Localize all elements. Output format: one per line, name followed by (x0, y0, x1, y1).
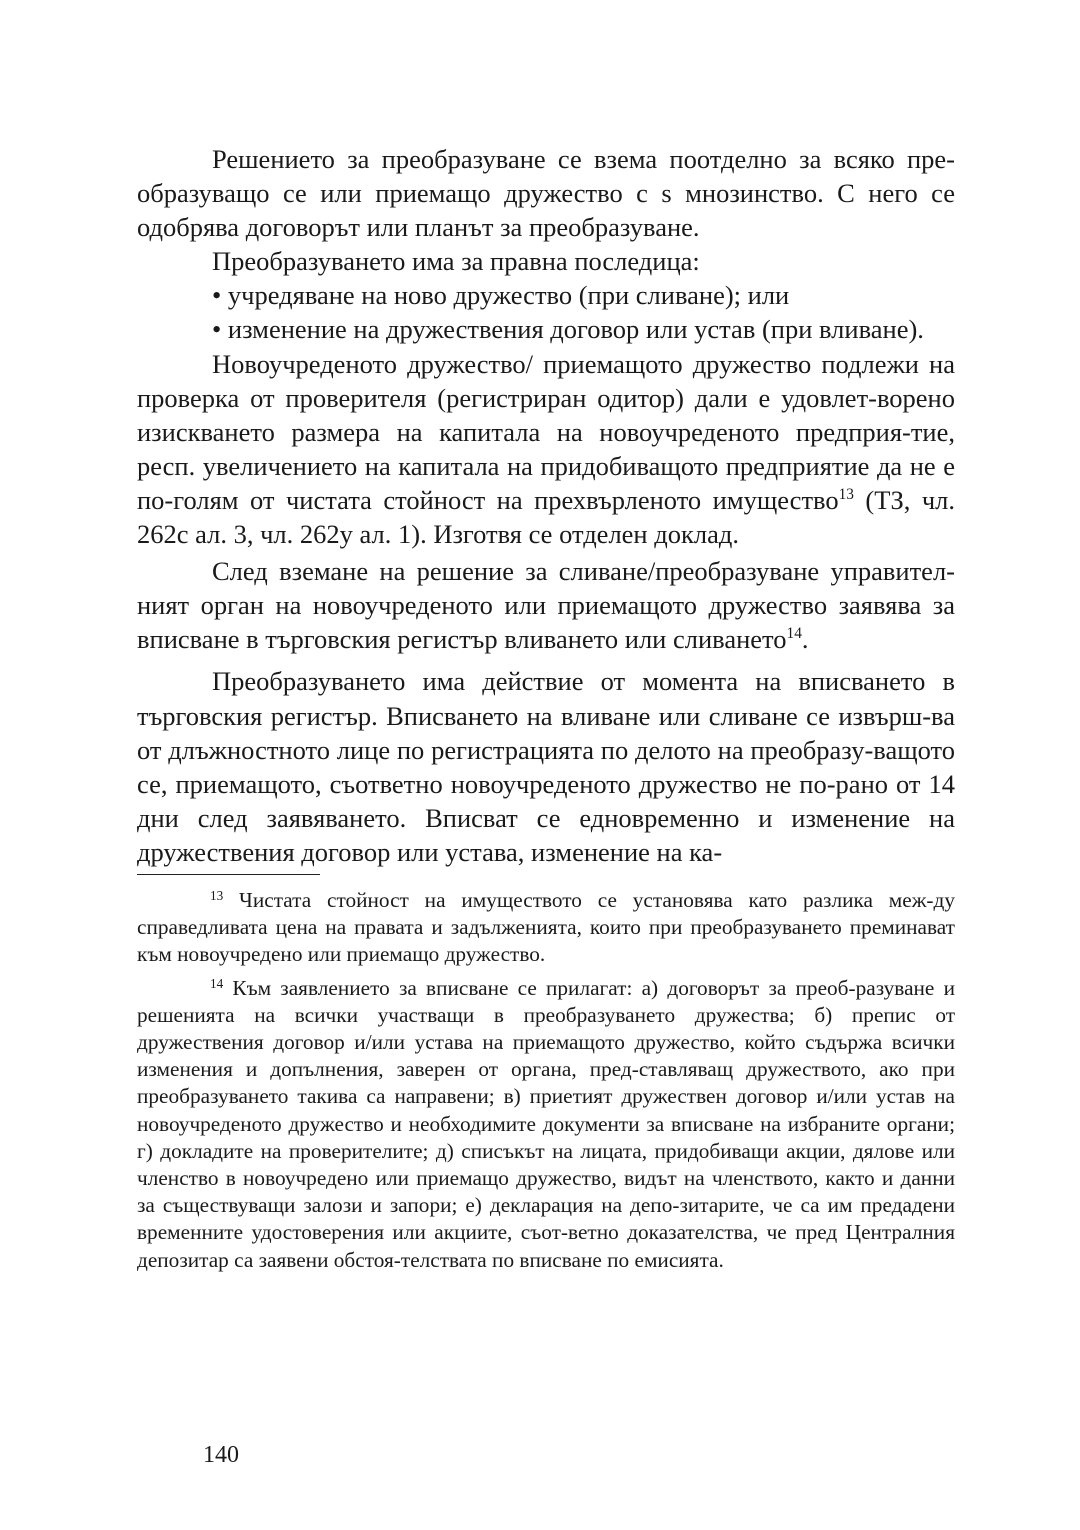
paragraph-registration-text: След вземане на решение за сливане/преобразуване управител-ният орган на новоучреденото или приемащото дружество заявява за вписване в търговския регистър вливането или сливането (137, 556, 955, 655)
paragraph-registration-tail: . (801, 624, 809, 655)
footnotes (137, 887, 955, 1274)
body-text (137, 142, 955, 869)
page-number: 140 (203, 1442, 239, 1468)
footnote-ref-13[interactable]: 13 (838, 485, 854, 503)
footnote-marker-14: 14 (210, 975, 224, 991)
paragraph-registration (137, 554, 955, 656)
bullet-item-new-company: • учредяване на ново дружество (при сливане); или (212, 280, 790, 311)
paragraph-verification-tail: (ТЗ, чл. 262с ал. 3, чл. 262у ал. 1). Изготвя се отделен доклад. (137, 484, 955, 550)
footnote-14-text: Към заявлението за вписване се прилагат: а) договорът за преоб-разуване и решенията на всички участващи в преобразуването дружества; б) препис от дружествения договор и/или устава на приемащото дружество, който съдържа всички изменения и допълнения, заверен от органа, пред-ставляващ дружеството, ако при преобразуването такива са направени; в) приетият дружествен договор и/или устав на новоучреденото дружество и необходимите документи за вписване на избраните органи; г) докладите на проверителите; д) списъкът на лицата, придобиващи акции, дялове или членство в новоучредено или приемащо дружество, видът на членството, както и данни за съществуващи залози и запори; е) декларация на депо-зитарите, че са им предадени временните удостоверения или акциите, съот-ветно доказателства, че пред Централния депозитар са заявени обстоя-телствата по вписване по емисията. (137, 975, 955, 1272)
footnote-marker-13: 13 (210, 887, 224, 903)
footnote-ref-14[interactable]: 14 (786, 625, 802, 643)
page-content (137, 142, 955, 1274)
paragraph-effect: Преобразуването има действие от момента на вписването в търговския регистър. Вписването на вливане или сливане се извърш-ва от длъжностното лице по регистрацията по делото на преобразу-ващото се, приемащото, съответно новоучреденото дружество не по-рано от 14 дни след заявяването. Вписват се едновременно и изменение на дружествения договор или устава, изменение на ка- (137, 666, 955, 867)
footnote-13-text: Чистата стойност на имуществото се установява като разлика меж-ду справедливата цена на правата и задълженията, които при преобразуването преминават към новоучредено или приемащо дружество. (137, 887, 955, 967)
paragraph-verification (137, 347, 955, 552)
paragraph-decision: Решението за преобразуване се взема поотделно за всяко пре-образуващо се или приемащо дружество с s мнозинство. С него се одобрява договорът или планът за преобразуване. (137, 144, 955, 243)
bullet-item-amendment: • изменение на дружествения договор или устав (при вливане). (212, 314, 924, 345)
footnote-13 (137, 887, 955, 969)
paragraph-consequence: Преобразуването има за правна последица: (212, 246, 700, 277)
footnote-14 (137, 975, 955, 1274)
paragraph-verification-text: Новоучреденото дружество/ приемащото дружество подлежи на проверка от проверителя (регистриран одитор) дали е удовлет-ворено изискването размера на капитала на новоучреденото предприя-тие, респ. увеличението на капитала на придобиващото предприятие да не е по-голям от чистата стойност на прехвърленото имущество (137, 348, 955, 515)
footnote-separator (137, 874, 320, 875)
